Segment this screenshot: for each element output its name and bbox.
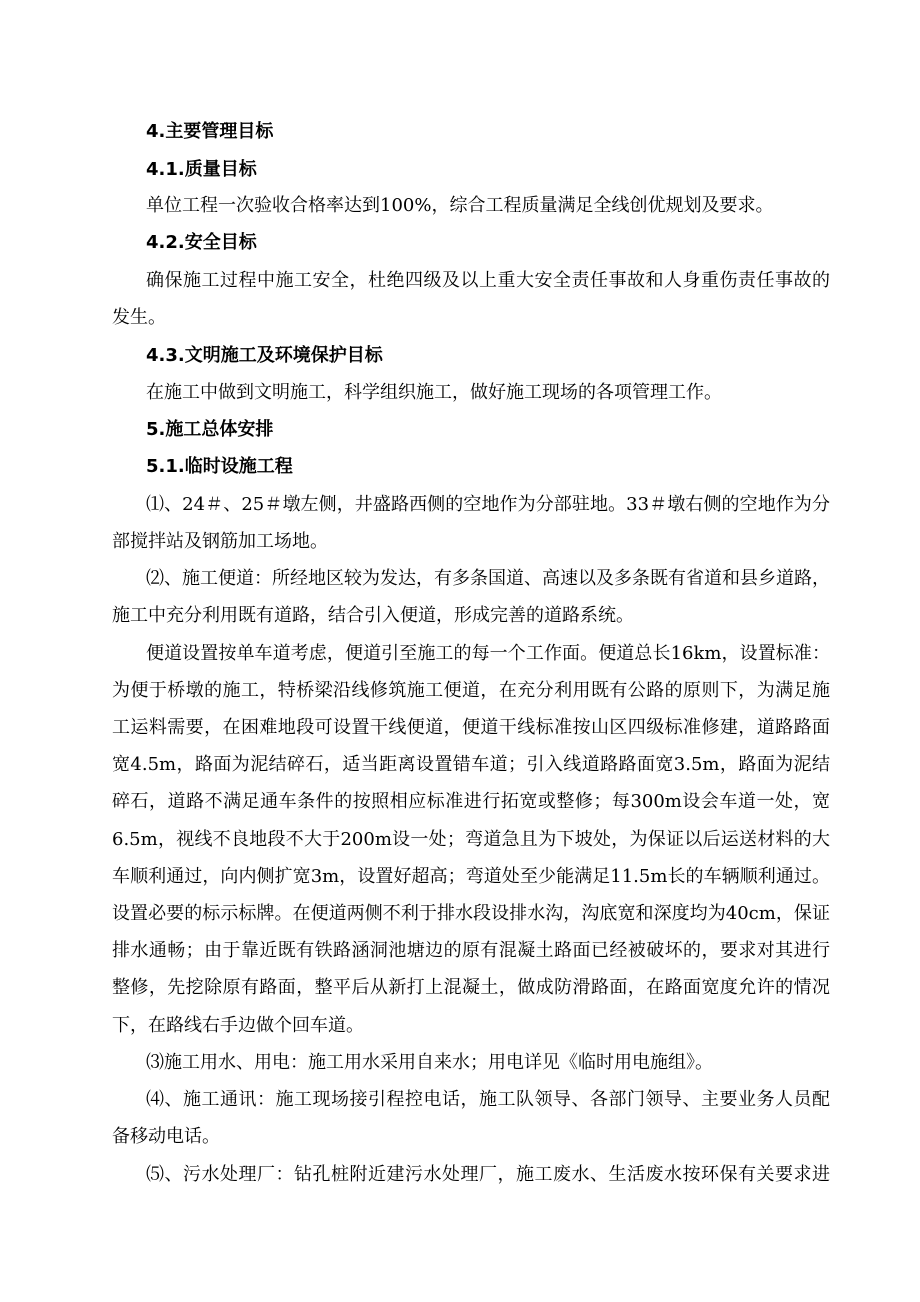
paragraph-quality-target: 单位工程一次验收合格率达到100%，综合工程质量满足全线创优规划及要求。 (146, 195, 774, 216)
paragraph-item-4-line-1: ⑷、施工通讯：施工现场接引程控电话，施工队领导、各部门领导、主要业务人员配 (146, 1089, 830, 1110)
paragraph-item-1-line-1: ⑴、24＃、25＃墩左侧，井盛路西侧的空地作为分部驻地。33＃墩右侧的空地作为分 (146, 494, 830, 515)
heading-5-1: 5.1.临时设施工程 (146, 456, 293, 477)
paragraph-road-line-7: 车顺利通过，向内侧扩宽3m，设置好超高；弯道处至少能满足11.5m长的车辆顺利通过。 (112, 866, 830, 887)
heading-4: 4.主要管理目标 (146, 121, 274, 142)
paragraph-road-line-10: 整修，先挖除原有路面，整平后从新打上混凝土，做成防滑路面，在路面宽度允许的情况 (112, 977, 830, 998)
paragraph-item-5-line-1: ⑸、污水处理厂：钻孔桩附近建污水处理厂，施工废水、生活废水按环保有关要求进 (146, 1164, 830, 1185)
paragraph-road-line-2: 为便于桥墩的施工，特桥梁沿线修筑施工便道，在充分利用既有公路的原则下，为满足施 (112, 680, 830, 701)
paragraph-item-1-line-2: 部搅拌站及钢筋加工场地。 (112, 531, 328, 552)
paragraph-civilized-construction: 在施工中做到文明施工，科学组织施工，做好施工现场的各项管理工作。 (146, 382, 722, 403)
paragraph-road-line-4: 宽4.5m，路面为泥结碎石，适当距离设置错车道；引入线道路路面宽3.5m，路面为泥结 (112, 754, 830, 775)
paragraph-road-line-5: 碎石，道路不满足通车条件的按照相应标准进行拓宽或整修；每300m设会车道一处，宽 (112, 791, 830, 812)
heading-4-3: 4.3.文明施工及环境保护目标 (146, 345, 383, 366)
paragraph-item-2-line-1: ⑵、施工便道：所经地区较为发达，有多条国道、高速以及多条既有省道和县乡道路， (146, 568, 830, 589)
heading-4-1: 4.1.质量目标 (146, 159, 257, 180)
paragraph-item-3: ⑶施工用水、用电：施工用水采用自来水；用电详见《临时用电施组》。 (146, 1052, 713, 1073)
heading-4-2: 4.2.安全目标 (146, 232, 257, 253)
paragraph-item-2-line-2: 施工中充分利用既有道路，结合引入便道，形成完善的道路系统。 (112, 605, 634, 626)
paragraph-item-4-line-2: 备移动电话。 (112, 1126, 220, 1147)
paragraph-road-line-6: 6.5m，视线不良地段不大于200m设一处；弯道急且为下坡处，为保证以后运送材料的大 (112, 829, 830, 850)
paragraph-road-line-3: 工运料需要，在困难地段可设置干线便道，便道干线标准按山区四级标准修建，道路路面 (112, 717, 830, 738)
paragraph-road-line-11: 下，在路线右手边做个回车道。 (112, 1015, 364, 1036)
paragraph-road-line-8: 设置必要的标示标牌。在便道两侧不利于排水段设排水沟，沟底宽和深度均为40cm，保证 (112, 903, 830, 924)
paragraph-safety-target-line-1: 确保施工过程中施工安全，杜绝四级及以上重大安全责任事故和人身重伤责任事故的 (146, 270, 830, 291)
paragraph-safety-target-line-2: 发生。 (112, 307, 166, 328)
paragraph-road-line-1: 便道设置按单车道考虑，便道引至施工的每一个工作面。便道总长16km，设置标准： (146, 643, 830, 664)
heading-5: 5.施工总体安排 (146, 419, 274, 440)
paragraph-road-line-9: 排水通畅；由于靠近既有铁路涵洞池塘边的原有混凝土路面已经被破坏的，要求对其进行 (112, 940, 830, 961)
